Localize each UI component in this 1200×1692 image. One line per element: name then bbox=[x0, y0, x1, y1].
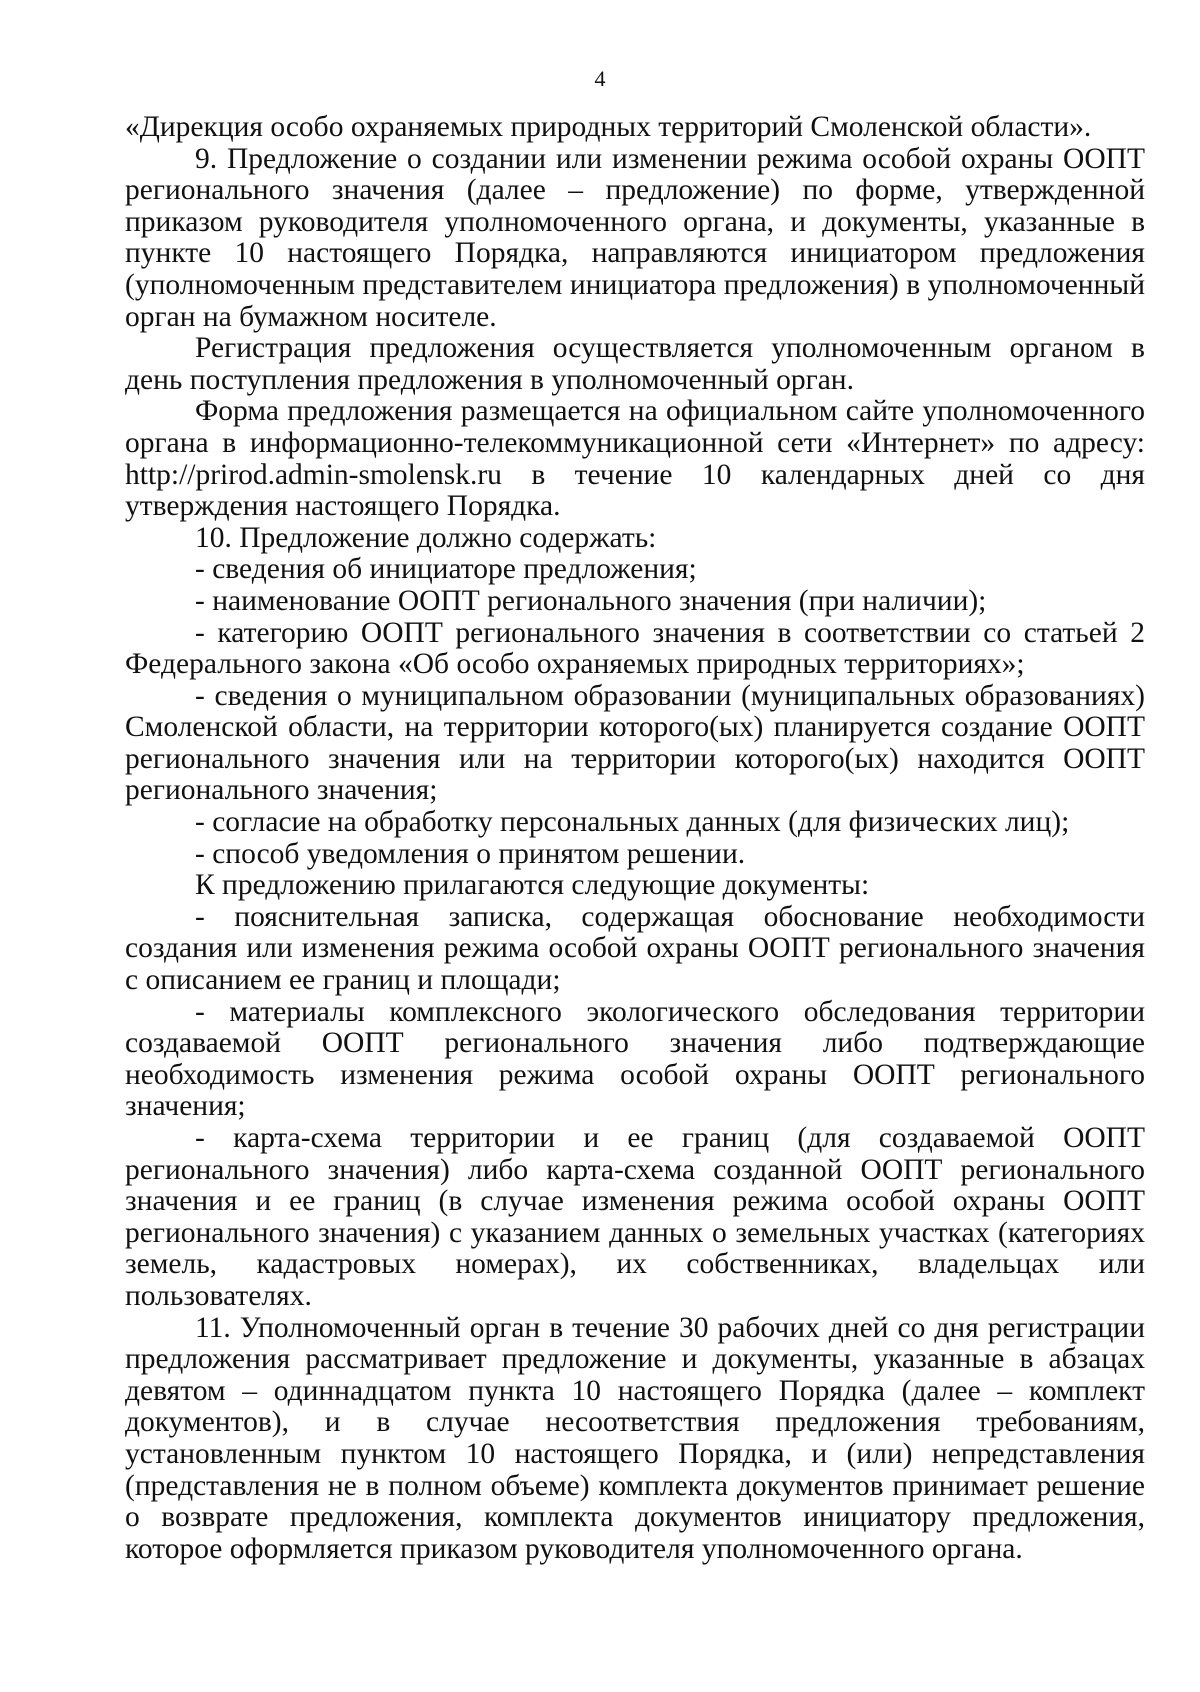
paragraph: - пояснительная записка, содержащая обоснование необходимости создания или изменения режима особой охраны ООПТ регионального значения с описанием ее границ и площади; bbox=[125, 900, 1145, 997]
paragraph: - согласие на обработку персональных данных (для физических лиц); bbox=[195, 806, 1070, 839]
paragraph: - способ уведомления о принятом решении. bbox=[195, 837, 746, 870]
paragraph: Форма предложения размещается на официальном сайте уполномоченного органа в информационно-телекоммуникационной сети «Интернет» по адресу: http://prirod.admin-smolensk.ru в течение 10 календарных дней со дня утверждения настоящего Порядка. bbox=[125, 395, 1145, 523]
paragraph: Регистрация предложения осуществляется уполномоченным органом в день поступления предложения в уполномоченный орган. bbox=[125, 332, 1145, 396]
paragraph: 9. Предложение о создании или изменении режима особой охраны ООПТ регионального значения (далее – предложение) по форме, утвержденной приказом руководителя уполномоченного органа, и документы, указанные в пункте 10 настоящего Порядка, направляются инициатором предложения (уполномоченным представителем инициатора предложения) в уполномоченный орган на бумажном носителе. bbox=[125, 142, 1145, 333]
paragraph: - материалы комплексного экологического обследования территории создаваемой ООПТ регионального значения либо подтверждающие необходимость изменения режима особой охраны ООПТ регионального значения; bbox=[125, 995, 1145, 1123]
paragraph: «Дирекция особо охраняемых природных территорий Смоленской области». bbox=[125, 111, 1092, 143]
paragraph: К предложению прилагаются следующие документы: bbox=[195, 869, 870, 902]
paragraph: - сведения о муниципальном образовании (муниципальных образованиях) Смоленской области, на территории которого(ых) планируется создание ООПТ регионального значения или на территории которого(ых) находится ООПТ регионального значения; bbox=[125, 679, 1145, 807]
document-body bbox=[125, 112, 1145, 1565]
page-number: 4 bbox=[594, 66, 606, 91]
paragraph: 11. Уполномоченный орган в течение 30 рабочих дней со дня регистрации предложения рассматривает предложение и документы, указанные в абзацах девятом – одиннадцатом пункта 10 настоящего Порядка (далее – комплект документов), и в случае несоответствия предложения требованиям, установленным пунктом 10 настоящего Порядка, и (или) непредставления (представления не в полном объеме) комплекта документов принимает решение о возврате предложения, комплекта документов инициатору предложения, которое оформляется приказом руководителя уполномоченного органа. bbox=[125, 1311, 1145, 1565]
paragraph: - карта-схема территории и ее границ (для создаваемой ООПТ регионального значения) либо карта-схема созданной ООПТ регионального значения и ее границ (в случае изменения режима особой охраны ООПТ регионального значения) с указанием данных о земельных участках (категориях земель, кадастровых номерах), их собственниках, владельцах или пользователях. bbox=[125, 1122, 1145, 1312]
paragraph: - сведения об инициаторе предложения; bbox=[195, 553, 697, 586]
paragraph: 10. Предложение должно содержать: bbox=[195, 521, 657, 554]
paragraph: - наименование ООПТ регионального значения (при наличии); bbox=[195, 584, 987, 617]
paragraph: - категорию ООПТ регионального значения в соответствии со статьей 2 Федерального закона «Об особо охраняемых природных территориях»; bbox=[125, 616, 1145, 681]
